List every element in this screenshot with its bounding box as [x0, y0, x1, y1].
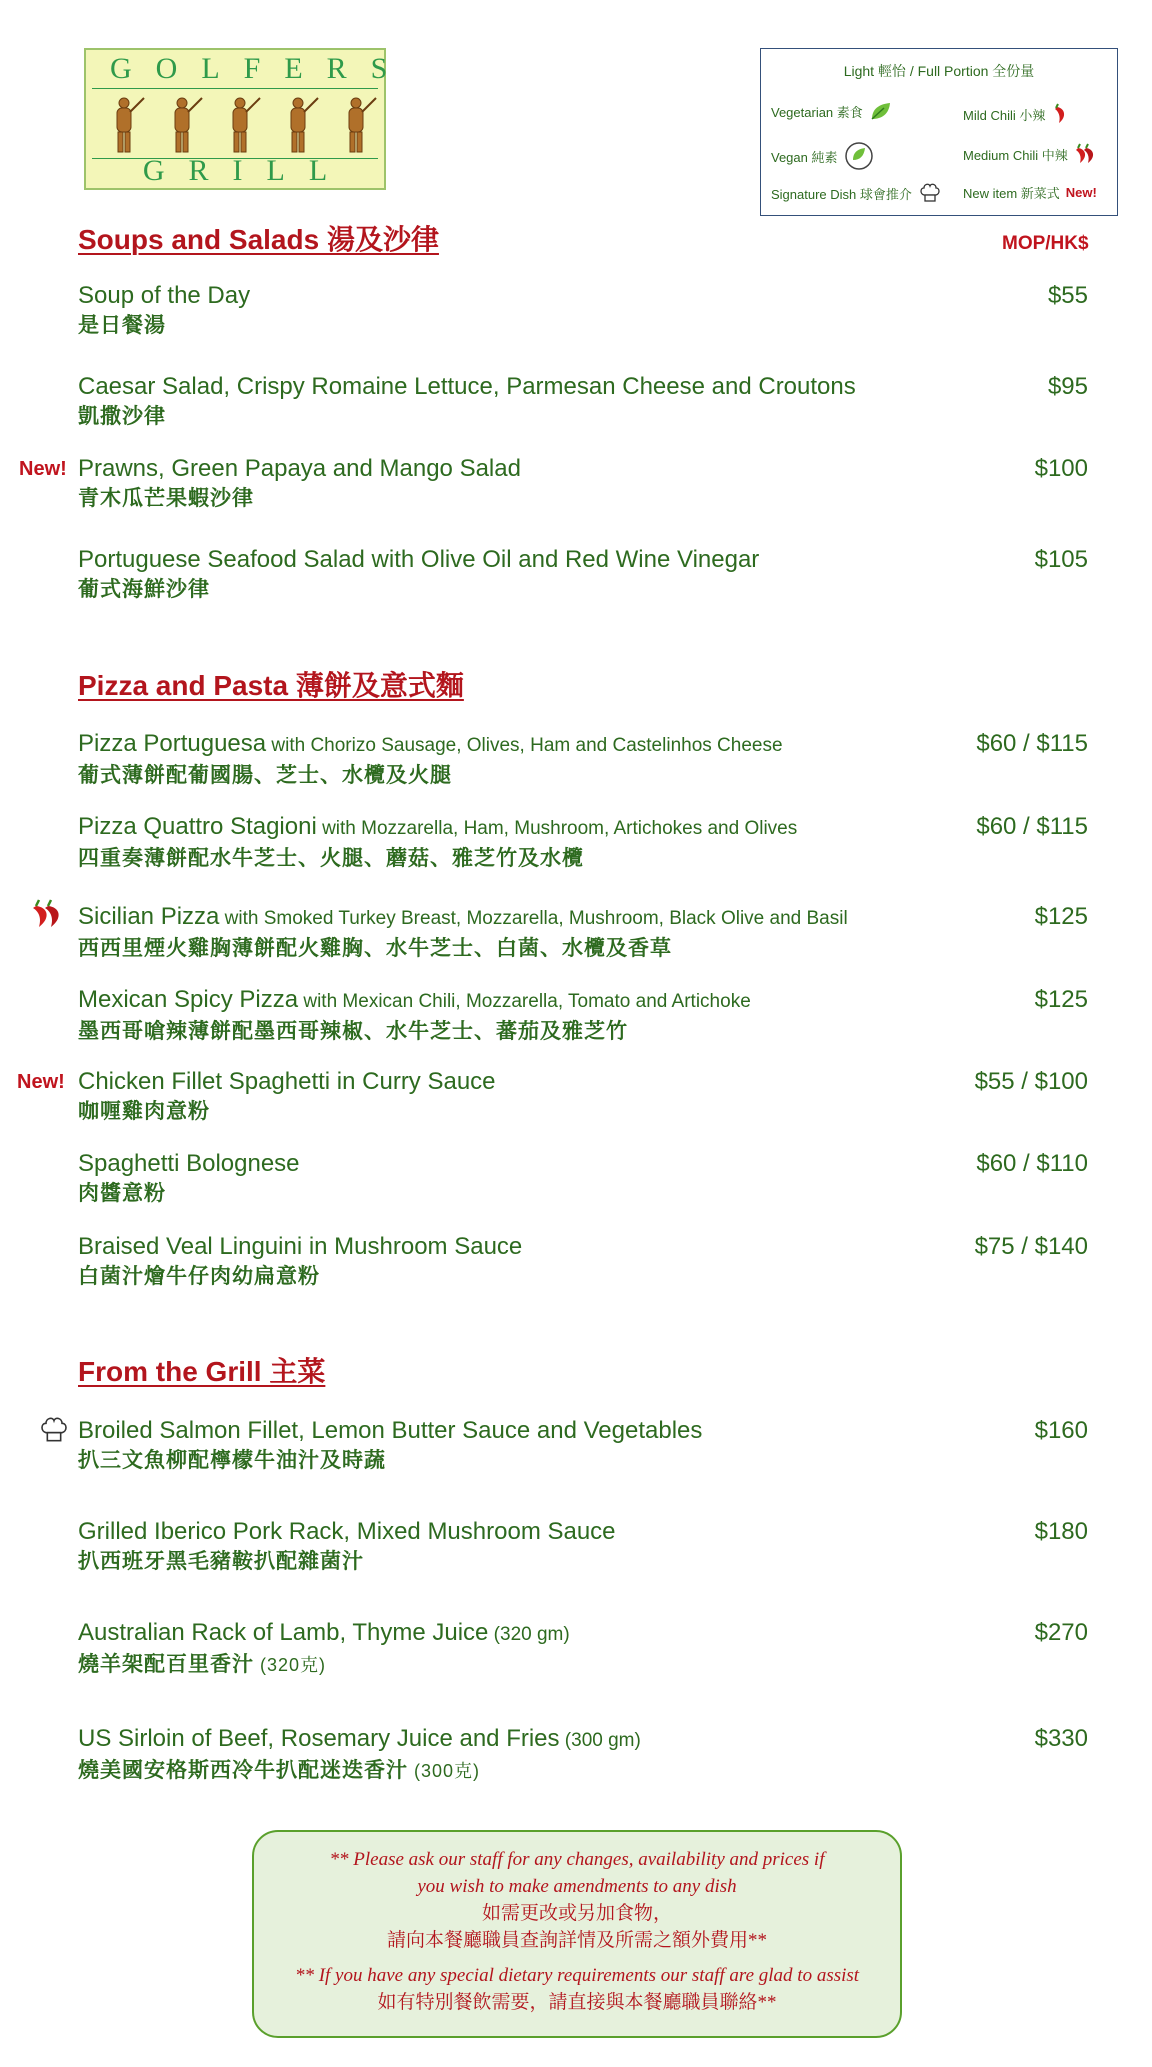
item-price: $75 / $140	[974, 1233, 1088, 1260]
item-weight: (320 gm)	[488, 1624, 570, 1645]
menu-item	[78, 1232, 1088, 1292]
item-name-zh: 肉醬意粉	[78, 1182, 166, 1205]
menu-item	[78, 372, 1088, 432]
menu-item	[78, 1067, 1088, 1127]
vegan-badge-icon	[844, 141, 874, 171]
logo-top-word: GOLFERS	[110, 52, 412, 85]
legend-box	[760, 48, 1118, 216]
item-name-zh: 咖喱雞肉意粉	[78, 1100, 210, 1123]
menu-item	[78, 1618, 1088, 1680]
note-line-4: 請向本餐廳職員查詢詳情及所需之額外費用**	[386, 1930, 767, 1951]
item-detail: with Mozzarella, Ham, Mushroom, Artichokes and Olives	[316, 818, 798, 839]
item-name: Chicken Fillet Spaghetti in Curry Sauce	[78, 1068, 496, 1095]
legend-vegetarian	[771, 101, 893, 121]
legend-signature	[771, 181, 942, 205]
currency-label: MOP/HK$	[1002, 233, 1089, 254]
item-weight-zh: (320克)	[254, 1655, 327, 1675]
item-price: $60 / $115	[976, 730, 1088, 757]
section-title-soups: Soups and Salads 湯及沙律	[78, 224, 439, 255]
item-name-zh: 葡式薄餅配葡國腸、芝士、水欖及火腿	[78, 764, 452, 787]
chili-icon	[1051, 103, 1071, 125]
logo-bottom-word: GRILL	[142, 154, 352, 187]
menu-item	[78, 729, 1088, 791]
item-name: Grilled Iberico Pork Rack, Mixed Mushroom Sauce	[78, 1518, 616, 1545]
item-price: $55 / $100	[974, 1068, 1088, 1095]
item-name-zh: 西西里煙火雞胸薄餅配火雞胸、水牛芝士、白菌、水欖及香草	[78, 937, 672, 960]
menu-item	[78, 281, 1088, 341]
item-name: US Sirloin of Beef, Rosemary Juice and Fries	[78, 1725, 560, 1752]
item-name: Soup of the Day	[78, 282, 251, 309]
item-price: $105	[1034, 546, 1088, 573]
item-name: Portuguese Seafood Salad with Olive Oil and Red Wine Vinegar	[78, 546, 760, 573]
item-name-zh: 四重奏薄餅配水牛芝士、火腿、蘑菇、雅芝竹及水欖	[78, 847, 584, 870]
item-weight-zh: (300克)	[408, 1761, 481, 1781]
item-price: $100	[1034, 455, 1088, 482]
item-price: $330	[1034, 1725, 1088, 1752]
staff-note-box	[252, 1830, 902, 2038]
golfers-grill-logo	[84, 48, 412, 190]
menu-item	[78, 812, 1088, 874]
section-title-grill: From the Grill 主菜	[78, 1356, 326, 1387]
item-name-zh: 是日餐湯	[78, 314, 166, 337]
menu-item	[78, 1517, 1088, 1577]
item-detail: with Smoked Turkey Breast, Mozzarella, Mushroom, Black Olive and Basil	[219, 908, 848, 929]
item-name-zh: 青木瓜芒果蝦沙律	[78, 487, 254, 510]
legend-new-item	[963, 183, 1097, 202]
note-line-5: ** If you have any special dietary requirements our staff are glad to assist	[294, 1965, 860, 1986]
golfer-figures-icon	[86, 94, 388, 154]
legend-vegan	[771, 141, 874, 171]
item-price: $125	[1034, 903, 1088, 930]
item-name-zh: 凱撒沙律	[78, 405, 166, 428]
item-price: $95	[1047, 373, 1088, 400]
item-name: Pizza Quattro Stagioni	[78, 813, 317, 840]
item-name-zh: 葡式海鮮沙律	[78, 578, 210, 601]
menu-item	[78, 902, 1088, 964]
item-name: Australian Rack of Lamb, Thyme Juice	[78, 1619, 489, 1646]
item-price: $60 / $115	[976, 813, 1088, 840]
item-price: $55	[1047, 282, 1088, 309]
item-price: $180	[1034, 1518, 1088, 1545]
item-name-zh: 墨西哥嗆辣薄餅配墨西哥辣椒、水牛芝士、蕃茄及雅芝竹	[78, 1020, 628, 1043]
new-item-tag: New!	[19, 458, 67, 480]
item-name: Prawns, Green Papaya and Mango Salad	[78, 455, 521, 482]
legend-new-word: New!	[1065, 185, 1097, 200]
note-line-3: 如需更改或另加食物，	[481, 1903, 672, 1924]
item-detail: with Chorizo Sausage, Olives, Ham and Castelinhos Cheese	[266, 735, 783, 756]
item-price: $125	[1034, 986, 1088, 1013]
section-title-pizza: Pizza and Pasta 薄餅及意式麵	[78, 670, 464, 701]
leaf-icon	[869, 101, 893, 121]
item-weight: (300 gm)	[559, 1730, 641, 1751]
note-gap	[254, 1954, 900, 1962]
legend-medium-chili-label: Medium Chili 中辣	[963, 147, 1068, 163]
new-item-tag: New!	[17, 1071, 65, 1093]
menu-item	[78, 985, 1088, 1047]
menu-item	[78, 1149, 1088, 1209]
item-name: Caesar Salad, Crispy Romaine Lettuce, Parmesan Cheese and Croutons	[78, 373, 856, 400]
item-price: $60 / $110	[976, 1150, 1088, 1177]
item-name: Pizza Portuguesa	[78, 730, 267, 757]
item-name-zh: 燒美國安格斯西冷牛扒配迷迭香汁	[78, 1759, 408, 1782]
item-name: Braised Veal Linguini in Mushroom Sauce	[78, 1233, 523, 1260]
legend-title: Light 輕怡 / Full Portion 全份量	[843, 63, 1035, 79]
item-price: $160	[1034, 1417, 1088, 1444]
item-name: Broiled Salmon Fillet, Lemon Butter Sauce and Vegetables	[78, 1417, 703, 1444]
item-name-zh: 燒羊架配百里香汁	[78, 1653, 254, 1676]
double-chili-icon	[1074, 143, 1100, 165]
item-name: Sicilian Pizza	[78, 903, 220, 930]
item-price: $270	[1034, 1619, 1088, 1646]
chef-hat-icon	[38, 1414, 70, 1446]
note-line-6: 如有特別餐飲需要，請直接與本餐廳職員聯絡**	[377, 1992, 777, 2013]
legend-vegetarian-label: Vegetarian 素食	[771, 104, 863, 120]
item-name: Mexican Spicy Pizza	[78, 986, 299, 1013]
menu-item	[78, 545, 1088, 605]
note-line-2: you wish to make amendments to any dish	[417, 1876, 737, 1897]
note-line-1: ** Please ask our staff for any changes, availability and prices if	[329, 1849, 825, 1870]
item-detail: with Mexican Chili, Mozzarella, Tomato and Artichoke	[298, 991, 751, 1012]
item-name-zh: 扒西班牙黑毛豬鞍扒配雜菌汁	[78, 1550, 364, 1573]
item-name-zh: 白菌汁燴牛仔肉幼扁意粉	[78, 1265, 320, 1288]
legend-signature-label: Signature Dish 球會推介	[771, 186, 912, 202]
item-name-zh: 扒三文魚柳配檸檬牛油汁及時蔬	[78, 1449, 386, 1472]
menu-item	[78, 1724, 1088, 1786]
medium-chili-icon	[30, 898, 68, 930]
chef-hat-icon	[918, 181, 942, 205]
legend-mild-chili	[963, 103, 1071, 125]
logo-rule-top	[92, 88, 378, 89]
legend-vegan-label: Vegan 純素	[771, 149, 838, 165]
legend-medium-chili	[963, 143, 1100, 165]
legend-new-item-label: New item 新菜式	[963, 186, 1060, 201]
legend-mild-chili-label: Mild Chili 小辣	[963, 107, 1046, 123]
item-name: Spaghetti Bolognese	[78, 1150, 300, 1177]
menu-item	[78, 1416, 1088, 1476]
menu-item	[78, 454, 1088, 514]
